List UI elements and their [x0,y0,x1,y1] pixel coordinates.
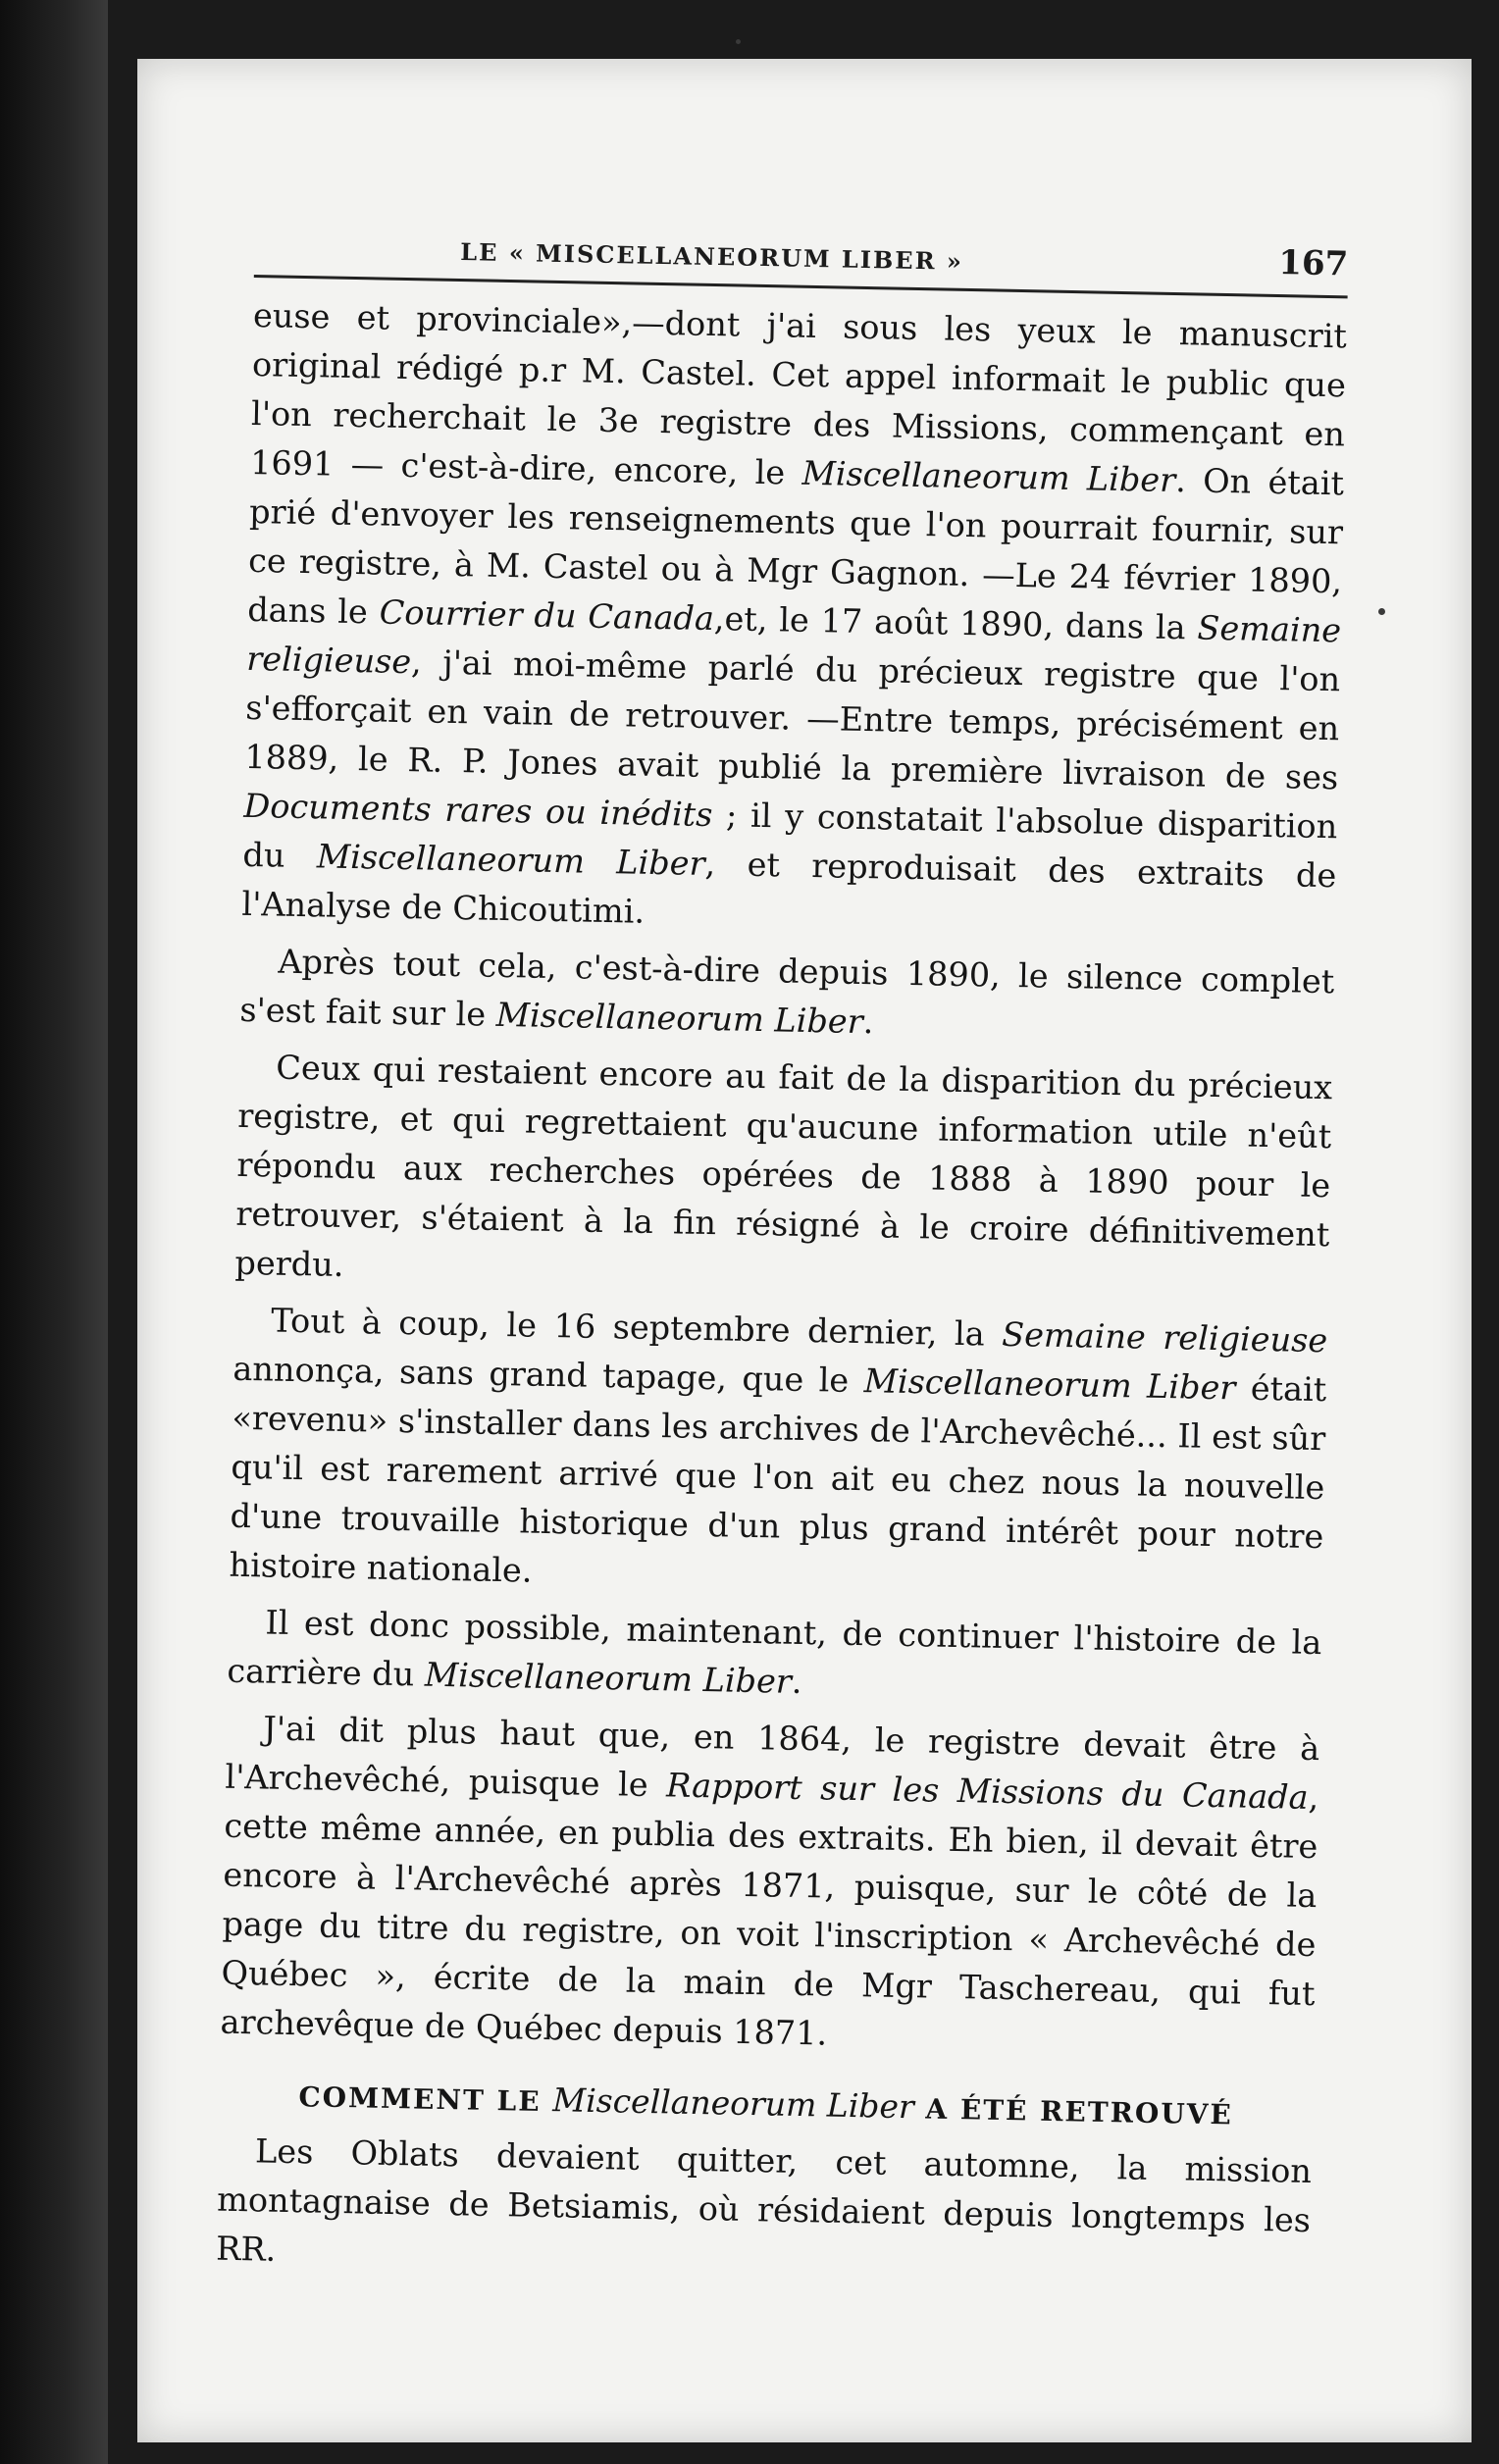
italic-title: Semaine religieuse [1001,1314,1328,1360]
text-run: , et reproduisait des extraits de l'Analyse de Chicoutimi. [241,844,1337,931]
italic-title: Rapport sur les Missions du Canada [665,1766,1309,1817]
scan-speck [736,39,741,44]
paragraph [220,1704,1320,2068]
page-number: 167 [1277,243,1349,284]
text-run: annonça, sans grand tapage, que le [233,1349,865,1401]
paragraph [241,291,1347,950]
running-title: LE « MISCELLANEORUM LIBER » [460,237,964,276]
paragraph [227,1598,1322,1717]
italic-title: Miscellaneorum Liber [316,837,705,883]
paragraph [234,1043,1333,1309]
italic-title: Courrier du Canada [379,592,715,639]
section-heading [219,2075,1314,2133]
text-run: , cette même année, en publia des extraits. Eh bien, il devait être encore à l'Archevêché après 1871, puisque, sur le côté de la page du titre du registre, on voit l'inscription « Archevêché de Québec », écrite de la main de Mgr Taschereau, qui fut archevêque de Québec depuis 1871. [220,1777,1319,2053]
text-run: euse et provinciale»,—dont j'ai sous les yeux le manuscrit original rédigé p.r M. Castel. Cet appel informait le public que l'on recherchait le 3e registre des Missions, commençant en 1691 — c'est-à-dire, encore, le [249,295,1348,492]
text-run: était «revenu» s'installer dans les archives de l'Archevêché... Il est sûr qu'il est rarement arrivé que l'on ait eu chez nous la nouvelle d'une trouvaille historique d'un plus grand intérêt pour notre histoire nationale. [229,1368,1327,1590]
text-run: Il est donc possible, maintenant, de continuer l'histoire de la carrière du [227,1603,1322,1694]
italic-title: Miscellaneorum Liber [424,1655,793,1701]
body-text [220,291,1347,2068]
italic-title: Miscellaneorum Liber [863,1361,1236,1408]
paragraph [216,2127,1313,2294]
scan-dark-margin [0,0,108,2464]
paragraph [239,937,1335,1055]
text-run: ,et, le 17 août 1890, dans la [713,599,1198,647]
text-run: . [791,1662,802,1701]
italic-title: Miscellaneorum Liber [801,453,1176,500]
section-heading-italic: Miscellaneorum Liber [552,2080,915,2127]
section-heading-after: A ÉTÉ RETROUVÉ [913,2092,1234,2131]
text-run: J'ai dit plus haut que, en 1864, le registre devait être à l'Archevêché, puisque le [225,1709,1320,1805]
running-header [254,216,1349,298]
italic-title: Miscellaneorum Liber [495,995,864,1042]
closing-text [216,2127,1313,2294]
paragraph [229,1296,1328,1611]
italic-title: Documents rares ou inédits [243,786,713,835]
italic-title: Semaine religieuse [245,608,1342,682]
text-run: ; il y constatait l'absolue disparition du [242,796,1338,876]
text-run: . [862,1002,874,1042]
text-run: . On était prié d'envoyer les renseignements que l'on pourrait fournir, sur ce registre, à M. Castel ou à Mgr Gagnon. —Le 24 février 1890, dans le [246,461,1345,632]
text-run: , j'ai moi-même parlé du précieux registre que l'on s'efforçait en vain de retrouver. —Entre temps, précisément en 1889, le R. P. Jones avait publié la première livraison de ses [244,642,1341,797]
text-run: Tout à coup, le 16 septembre dernier, la [271,1301,1003,1354]
text-run: Les Oblats devaient quitter, cet automne, la mission montagnaise de Betsiamis, où résidaient depuis longtemps les RR. [215,2131,1313,2269]
page-content [216,216,1349,2294]
text-run: Après tout cela, c'est-à-dire depuis 1890, le silence complet s'est fait sur le [239,942,1335,1034]
text-run: Ceux qui restaient encore au fait de la disparition du précieux registre, et qui regrettaient qu'aucune information utile n'eût répondu aux recherches opérées de 1888 à 1890 pour le retrouver, s'étaient à la fin résigné à le croire définitivement perdu. [234,1048,1333,1284]
scan-speck [1378,608,1385,615]
book-page [137,59,1472,2442]
section-heading-before: COMMENT LE [298,2080,553,2119]
